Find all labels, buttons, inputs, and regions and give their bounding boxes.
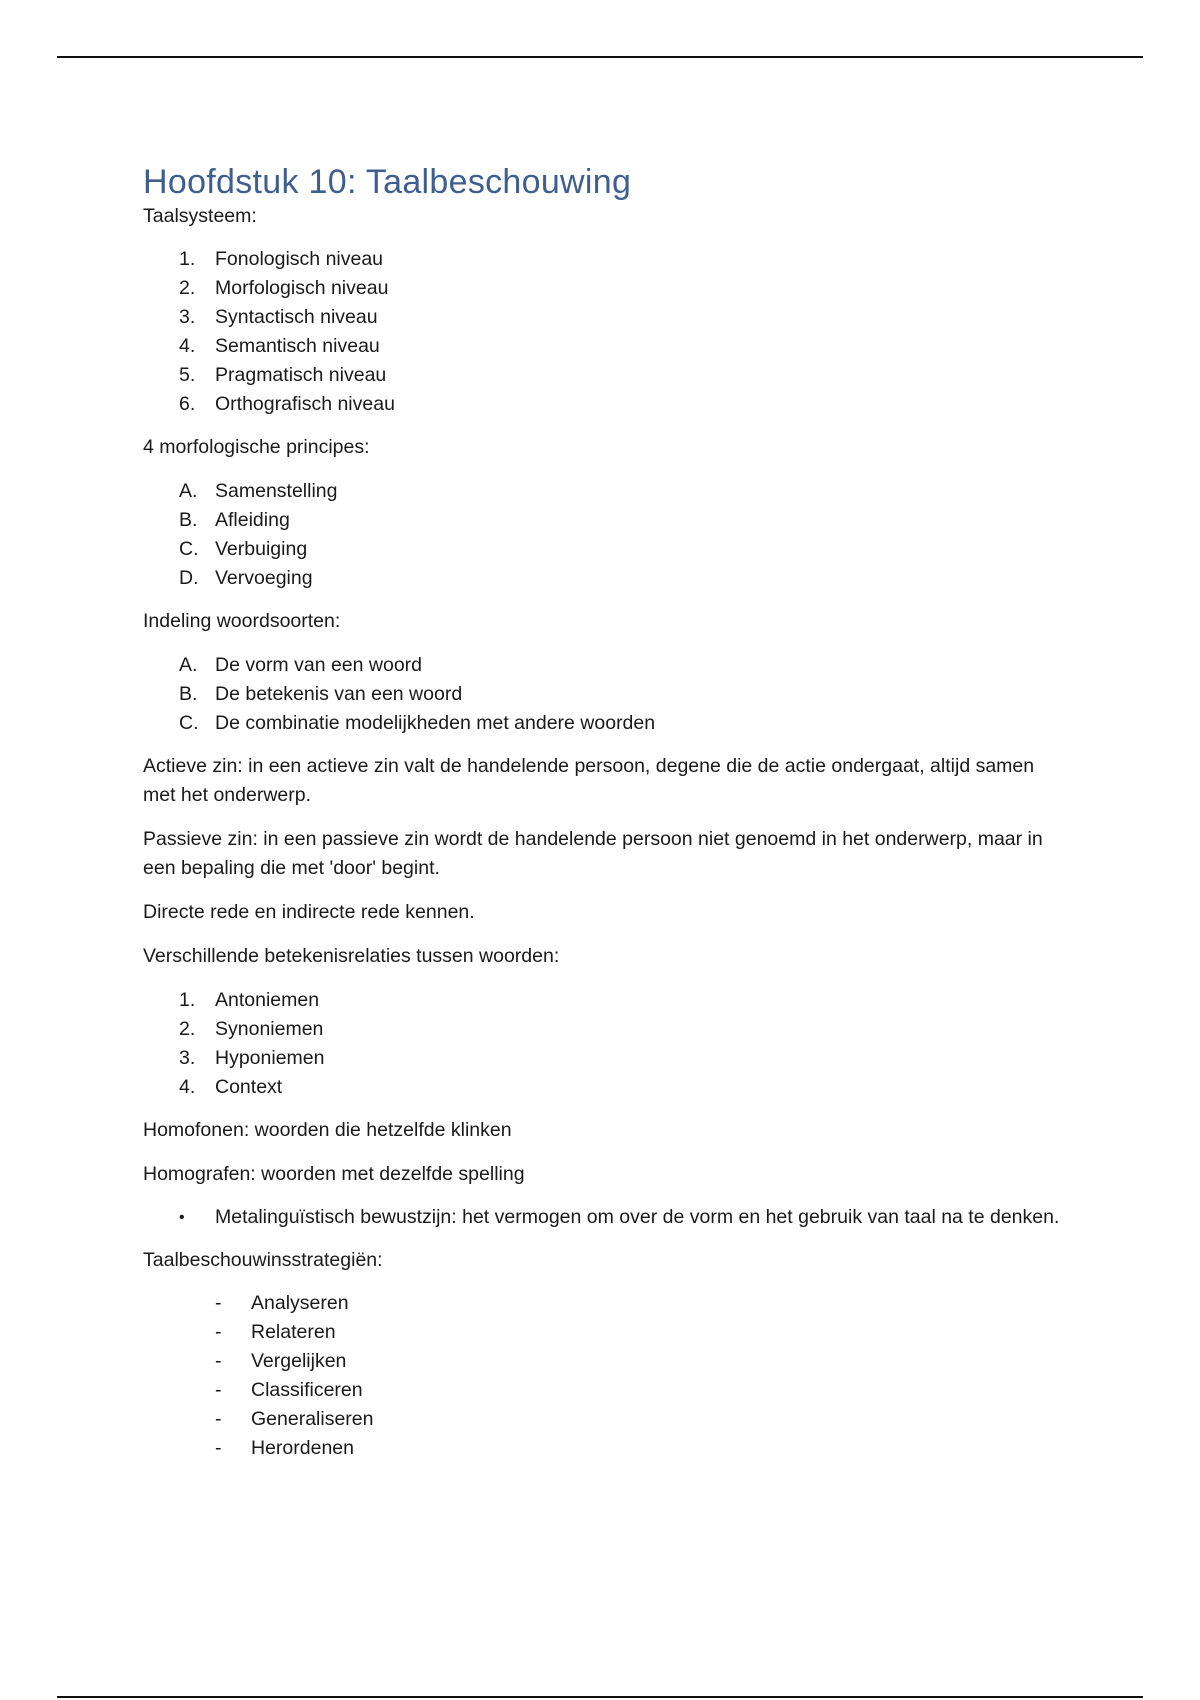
list-marker: C. <box>179 538 199 560</box>
list-marker: 1. <box>179 989 196 1011</box>
list-marker: 6. <box>179 393 196 415</box>
document-body <box>143 160 1063 1477</box>
list-marker: 4. <box>179 335 196 357</box>
list-item: 5. Pragmatisch niveau <box>143 361 1063 390</box>
list-item: - Analyseren <box>143 1289 1063 1318</box>
list-item: C. Verbuiging <box>143 535 1063 564</box>
homografen-paragraph: Homografen: woorden met dezelfde spelling <box>143 1163 525 1185</box>
dash-marker: - <box>215 1437 222 1459</box>
morfologisch-heading: 4 morfologische principes: <box>143 436 370 458</box>
list-item: - Generaliseren <box>143 1405 1063 1434</box>
list-item: 2. Morfologisch niveau <box>143 274 1063 303</box>
rede-paragraph: Directe rede en indirecte rede kennen. <box>143 901 475 923</box>
dash-marker: - <box>215 1292 222 1314</box>
list-item: A. Samenstelling <box>143 477 1063 506</box>
dash-marker: - <box>215 1408 222 1430</box>
list-marker: 1. <box>179 248 196 270</box>
list-marker: B. <box>179 683 198 705</box>
list-item: D. Vervoeging <box>143 564 1063 593</box>
strategieen-list <box>143 1289 1063 1463</box>
betekenisrelaties-list <box>143 986 1063 1102</box>
list-item: C. De combinatie modelijkheden met andere woorden <box>143 709 1063 738</box>
homofonen-paragraph: Homofonen: woorden die hetzelfde klinken <box>143 1119 512 1141</box>
list-marker: C. <box>179 712 199 734</box>
list-item: 4. Semantisch niveau <box>143 332 1063 361</box>
list-marker: 5. <box>179 364 196 386</box>
betekenisrelaties-heading: Verschillende betekenisrelaties tussen woorden: <box>143 945 560 967</box>
page-title: Hoofdstuk 10: Taalbeschouwing <box>143 163 632 201</box>
woordsoorten-list <box>143 651 1063 738</box>
header-rule <box>57 56 1143 58</box>
list-marker: 2. <box>179 277 196 299</box>
list-marker: 3. <box>179 1047 196 1069</box>
taalsysteem-heading: Taalsysteem: <box>143 205 257 227</box>
dash-marker: - <box>215 1321 222 1343</box>
list-item: A. De vorm van een woord <box>143 651 1063 680</box>
dash-marker: - <box>215 1350 222 1372</box>
actieve-zin-paragraph: Actieve zin: in een actieve zin valt de handelende persoon, degene die de actie ondergaat, altijd samen met het onderwerp. <box>143 755 1035 806</box>
list-item: - Classificeren <box>143 1376 1063 1405</box>
woordsoorten-heading: Indeling woordsoorten: <box>143 610 341 632</box>
list-item: B. Afleiding <box>143 506 1063 535</box>
metalinguistisch-list <box>143 1203 1063 1232</box>
dash-marker: - <box>215 1379 222 1401</box>
list-item: • Metalinguïstisch bewustzijn: het vermogen om over de vorm en het gebruik van taal na te denken. <box>143 1203 1063 1232</box>
list-marker: 3. <box>179 306 196 328</box>
list-marker: 2. <box>179 1018 196 1040</box>
list-item: 1. Antoniemen <box>143 986 1063 1015</box>
strategieen-heading: Taalbeschouwinsstrategiën: <box>143 1249 383 1271</box>
taalsysteem-list <box>143 245 1063 419</box>
list-item: - Herordenen <box>143 1434 1063 1463</box>
list-marker: 4. <box>179 1076 196 1098</box>
footer-rule <box>57 1696 1143 1698</box>
list-item: 6. Orthografisch niveau <box>143 390 1063 419</box>
passieve-zin-paragraph: Passieve zin: in een passieve zin wordt de handelende persoon niet genoemd in het onderwerp, maar in een bepaling die met 'door' begint. <box>143 828 1043 879</box>
list-item: 4. Context <box>143 1073 1063 1102</box>
list-item: - Vergelijken <box>143 1347 1063 1376</box>
list-item: 3. Syntactisch niveau <box>143 303 1063 332</box>
list-item: B. De betekenis van een woord <box>143 680 1063 709</box>
list-marker: D. <box>179 567 199 589</box>
bullet-marker: • <box>179 1209 185 1226</box>
list-item: 3. Hyponiemen <box>143 1044 1063 1073</box>
list-marker: B. <box>179 509 198 531</box>
morfologisch-list <box>143 477 1063 593</box>
list-item: - Relateren <box>143 1318 1063 1347</box>
list-item: 1. Fonologisch niveau <box>143 245 1063 274</box>
list-marker: A. <box>179 654 198 676</box>
list-item: 2. Synoniemen <box>143 1015 1063 1044</box>
list-marker: A. <box>179 480 198 502</box>
